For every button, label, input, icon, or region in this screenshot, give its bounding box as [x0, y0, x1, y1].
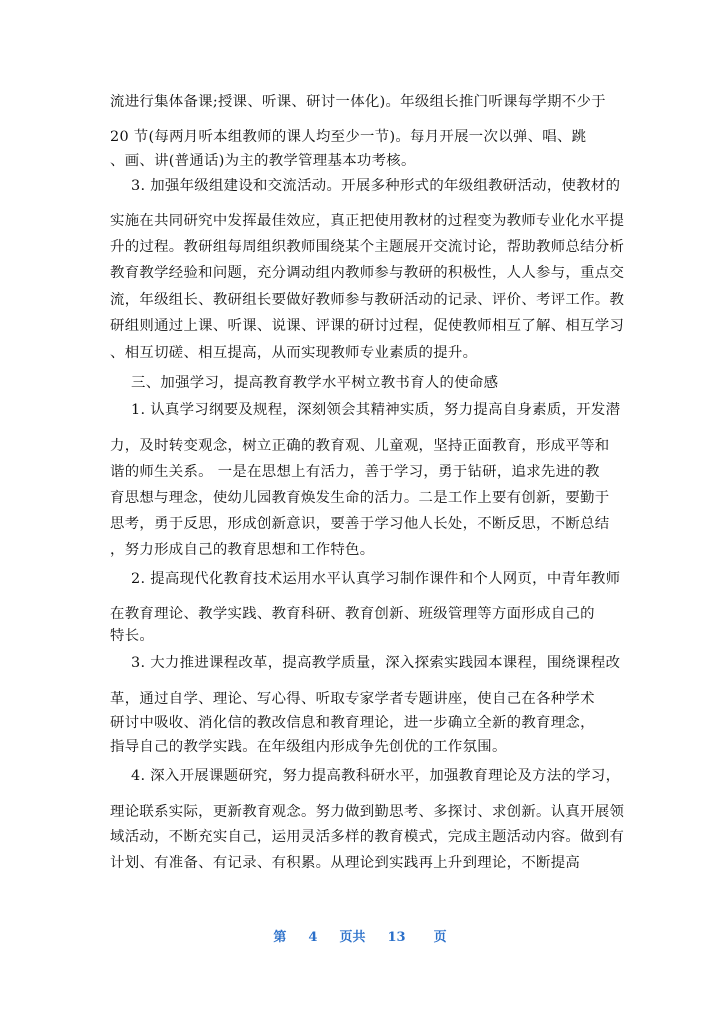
text-line: 3. 大力推进课程改革，提高教学质量，深入探索实践园本课程，围绕课程改	[131, 655, 621, 671]
text-line: 理论联系实际，更新教育观念。努力做到勤思考、多探讨、求创新。认真开展领	[110, 804, 625, 820]
text-line: 升的过程。教研组每周组织教师围绕某个主题展开交流讨论，帮助教师总结分析	[110, 239, 625, 255]
text-line: 力，及时转变观念，树立正确的教育观、儿童观，坚持正面教育，形成平等和	[110, 438, 610, 454]
footer-ye: 页	[433, 930, 447, 945]
text-line: 、画、讲(普通话)为主的教学管理基本功考核。	[110, 153, 416, 169]
text-line: 20 节(每两月听本组教师的课人均至少一节)。每月开展一次以弹、唱、跳	[110, 129, 587, 145]
text-line: ，努力形成自己的教育思想和工作特色。	[110, 542, 375, 558]
text-line: 研讨中吸收、消化信的教改信息和教育理论，进一步确立全新的教育理念，	[110, 715, 595, 731]
section-heading: 三、加强学习，提高教育教学水平树立教书育人的使命感	[131, 375, 499, 391]
page-footer	[0, 926, 720, 945]
text-line: 、相互切磋、相互提高，从而实现教师专业素质的提升。	[110, 345, 478, 361]
text-line: 谐的师生关系。 一是在思想上有活力，善于学习，勇于钻研，追求先进的教	[110, 464, 600, 480]
text-line: 特长。	[110, 628, 155, 644]
text-line: 1. 认真学习纲要及规程，深刻领会其精神实质，努力提高自身素质，开发潜	[131, 402, 621, 418]
text-line: 思考，勇于反思，形成创新意识，要善于学习他人长处，不断反思，不断总结	[110, 516, 610, 532]
text-line: 在教育理论、教学实践、教育科研、教育创新、班级管理等方面形成自己的	[110, 606, 595, 622]
text-line: 革，通过自学、理论、写心得、听取专家学者专题讲座，使自己在各种学术	[110, 691, 595, 707]
text-line: 计划、有准备、有记录、有积累。从理论到实践再上升到理论，不断提高	[110, 855, 581, 871]
footer-page-number: 4	[308, 930, 318, 945]
footer-di: 第	[273, 930, 287, 945]
text-line: 域活动，不断充实自己，运用灵活多样的教育模式，完成主题活动内容。做到有	[110, 829, 625, 845]
text-line: 教育教学经验和问题，充分调动组内教师参与教研的积极性，人人参与，重点交	[110, 265, 625, 281]
footer-ye-gong: 页共	[339, 930, 366, 945]
text-line: 流，年级组长、教研组长要做好教师参与教研活动的记录、评价、考评工作。教	[110, 292, 625, 308]
text-line: 4. 深入开展课题研究，努力提高教科研水平，加强教育理论及方法的学习，	[131, 768, 621, 784]
text-line: 指导自己的教学实践。在年级组内形成争先创优的工作氛围。	[110, 739, 507, 755]
text-line: 流进行集体备课;授课、听课、研讨一体化)。年级组长推门听课每学期不少于	[110, 94, 606, 110]
text-line: 研组则通过上课、听课、说课、评课的研讨过程，促使教师相互了解、相互学习	[110, 318, 625, 334]
footer-total-pages: 13	[387, 930, 406, 945]
text-line: 实施在共同研究中发挥最佳效应，真正把使用教材的过程变为教师专业化水平提	[110, 213, 625, 229]
text-line: 育思想与理念，使幼儿园教育焕发生命的活力。二是工作上要有创新，要勤于	[110, 490, 610, 506]
text-line: 3. 加强年级组建设和交流活动。开展多种形式的年级组教研活动，使教材的	[131, 178, 621, 194]
text-line: 2. 提高现代化教育技术运用水平认真学习制作课件和个人网页，中青年教师	[131, 571, 621, 587]
